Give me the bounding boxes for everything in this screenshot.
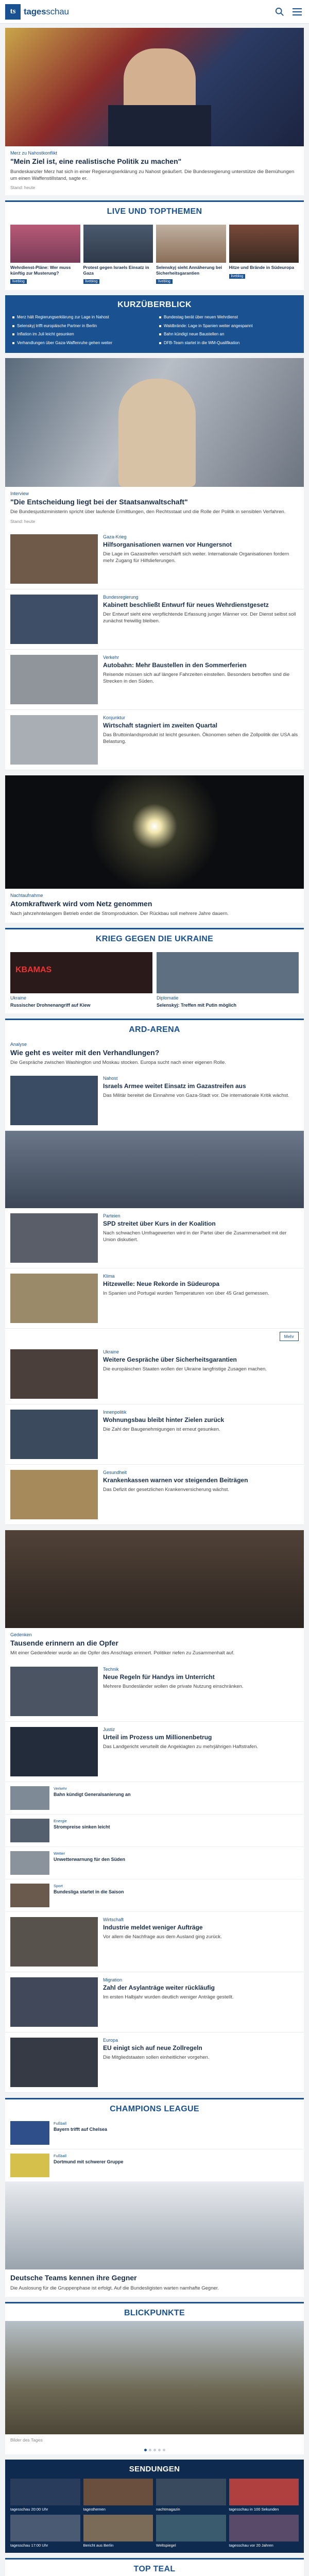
- hero-kicker: Merz zu Nahostkonflikt: [10, 150, 58, 156]
- tagesschau-logo[interactable]: [5, 4, 69, 20]
- sendung-item[interactable]: Bericht aus Berlin: [83, 2515, 153, 2548]
- mini-item[interactable]: Sport Bundesliga startet in die Saison: [5, 1879, 304, 1912]
- brief-item[interactable]: Bahn kündigt neue Baustellen an: [159, 332, 297, 337]
- big-image-teaser[interactable]: Nachtaufnahme Atomkraftwerk wird vom Netz genommen Nach jahrzehntelangem Betrieb endet die Stromproduktion. Der Rückbau soll mehrere Jahre dauern.: [5, 775, 304, 923]
- list-item[interactable]: Justiz Urteil im Prozess um Millionenbetrug Das Landgericht verurteilt die Angeklagten zu mehrjährigen Haftstrafen.: [5, 1722, 304, 1782]
- live-row: [5, 219, 304, 290]
- brief-item[interactable]: Inflation im Juli leicht gesunken: [12, 332, 150, 337]
- logo-text: tagesschau: [24, 6, 69, 16]
- slider-dots[interactable]: [5, 2446, 304, 2454]
- ukraine-grid: [5, 947, 304, 1013]
- hero-image: [5, 28, 304, 146]
- mini-item[interactable]: Fußball Bayern trifft auf Chelsea: [5, 2117, 304, 2149]
- brief-item[interactable]: Verhandlungen über Gaza-Waffenruhe gehen weiter: [12, 341, 150, 346]
- mini-item[interactable]: Verkehr Bahn kündigt Generalsanierung an: [5, 1782, 304, 1815]
- brief-item[interactable]: DFB-Team startet in die WM-Qualifikation: [159, 341, 297, 346]
- list-item[interactable]: Europa EU einigt sich auf neue Zollregeln Die Mitgliedstaaten sollen einheitlicher vorgehen.: [5, 2032, 304, 2093]
- more-button[interactable]: Mehr: [280, 1332, 299, 1341]
- hero-title[interactable]: "Mein Ziel ist, eine realistische Politik zu machen": [10, 157, 182, 165]
- section-live-topthemen: LIVE UND TOPTHEMEN: [5, 200, 304, 219]
- list-item[interactable]: Bundesregierung Kabinett beschließt Entwurf für neues Wehrdienstgesetz Der Entwurf sieht eine verpflichtende Erfassung junger Männer vor. Der Dienst selbst soll zunächst freiwillig bleiben.: [5, 589, 304, 650]
- live-item[interactable]: Wehrdienst-Pläne: Wer muss künftig zur Musterung? liveblog: [10, 225, 80, 285]
- list-item[interactable]: Nahost Israels Armee weitet Einsatz im Gazastreifen aus Das Militär bereitet die Einnahme von Gaza-Stadt vor. Die internationale Kritik wächst.: [5, 1071, 304, 1131]
- live-item[interactable]: Protest gegen Israels Einsatz in Gaza liveblog: [83, 225, 153, 285]
- menu-icon[interactable]: [290, 5, 304, 19]
- list-item[interactable]: Gaza-Krieg Hilfsorganisationen warnen vor Hungersnot Die Lage im Gazastreifen verschärft sich weiter. Internationale Organisationen fordern mehr Zugang für Hilfslieferungen.: [5, 529, 304, 589]
- section-top: TOP TEAL: [5, 2558, 304, 2576]
- list-item[interactable]: Gesundheit Krankenkassen warnen vor steigenden Beiträgen Das Defizit der gesetzlichen Krankenversicherung wächst.: [5, 1465, 304, 1525]
- list-item[interactable]: Migration Zahl der Asylanträge weiter rückläufig Im ersten Halbjahr wurden deutlich weniger Anträge gestellt.: [5, 1972, 304, 2032]
- mini-item[interactable]: Energie Strompreise sinken leicht: [5, 1815, 304, 1847]
- list-item[interactable]: Innenpolitik Wohnungsbau bleibt hinter Zielen zurück Die Zahl der Baugenehmigungen ist erneut gesunken.: [5, 1404, 304, 1465]
- section-blickpunkte: BLICKPUNKTE: [5, 2302, 304, 2321]
- hero-teaser-text: Bundeskanzler Merz hat sich in einer Regierungserklärung zu Nahost geäußert. Die Bundesregierung unterstütze die Bemühungen um einen Waffenstillstand, sagte er.: [10, 168, 295, 181]
- champions-lead[interactable]: Deutsche Teams kennen ihre Gegner Die Auslosung für die Gruppenphase ist erfolgt. Auf die Bundesligisten warten namhafte Gegner.: [5, 2182, 304, 2297]
- sendung-item[interactable]: Weltspiegel: [156, 2515, 226, 2548]
- list-item[interactable]: Verkehr Autobahn: Mehr Baustellen in den Sommerferien Reisende müssen sich auf längere Fahrzeiten einstellen. Besonders betroffen sind die Strecken in den Süden.: [5, 650, 304, 710]
- ard-wide-image[interactable]: [5, 1131, 304, 1208]
- mini-item[interactable]: Wetter Unwetterwarnung für den Süden: [5, 1847, 304, 1879]
- big-story[interactable]: Gedenken Tausende erinnern an die Opfer Mit einer Gedenkfeier wurde an die Opfer des Anschlags erinnert. Politiker riefen zu Zusammenhalt auf.: [5, 1530, 304, 1662]
- hero-teaser[interactable]: [5, 28, 304, 195]
- top-bar: [0, 0, 309, 24]
- brief-item[interactable]: Selenskyj trifft europäische Partner in Berlin: [12, 324, 150, 329]
- list-item[interactable]: Technik Neue Regeln für Handys im Unterricht Mehrere Bundesländer wollen die private Nutzung einschränken.: [5, 1662, 304, 1722]
- section-sendungen: SENDUNGEN tagesschau 20:00 Uhr tagesthemen nachtmagazin tagesschau in 100 Sekunden tagesschau 17:00 Uhr Bericht aus Berlin Weltspiegel tagesschau vor 20 Jahren: [5, 2460, 304, 2553]
- live-item[interactable]: Hitze und Brände in Südeuropa liveblog: [229, 225, 299, 285]
- ard-lead[interactable]: Analyse Wie geht es weiter mit den Verhandlungen? Die Gespräche zwischen Washington und Moskau stocken. Europa sucht nach einer eigenen Rolle.: [5, 1038, 304, 1071]
- kurzueberblick-box: [5, 295, 304, 353]
- section-ard-arena: ARD-ARENA: [5, 1019, 304, 1038]
- search-icon[interactable]: [275, 7, 284, 16]
- night-image: [5, 775, 304, 889]
- sendung-item[interactable]: tagesschau 17:00 Uhr: [10, 2515, 80, 2548]
- mini-item[interactable]: Fußball Dortmund mit schwerer Gruppe: [5, 2149, 304, 2182]
- brief-item[interactable]: Waldbrände: Lage in Spanien weiter angespannt: [159, 324, 297, 329]
- feature-title[interactable]: "Die Entscheidung liegt bei der Staatsanwaltschaft": [10, 497, 188, 506]
- feature-image: [5, 358, 304, 487]
- ukraine-item[interactable]: KBAMAS Ukraine Russischer Drohnenangriff auf Kiew: [10, 952, 152, 1008]
- sendung-item[interactable]: tagesthemen: [83, 2479, 153, 2512]
- blickpunkte-slider[interactable]: Bilder des Tages: [5, 2321, 304, 2446]
- live-item[interactable]: Selenskyj sieht Annäherung bei Sicherheitsgarantien liveblog: [156, 225, 226, 285]
- sendung-item[interactable]: tagesschau 20:00 Uhr: [10, 2479, 80, 2512]
- section-ukraine: KRIEG GEGEN DIE UKRAINE: [5, 928, 304, 947]
- sendung-item[interactable]: tagesschau vor 20 Jahren: [229, 2515, 299, 2548]
- feature-teaser[interactable]: Interview "Die Entscheidung liegt bei der Staatsanwaltschaft" Die Bundesjustizministerin spricht über laufende Ermittlungen, den Rechtsstaat und die Rolle der Politik in sensiblen Verfahren. Stand: heute: [5, 358, 304, 529]
- brief-item[interactable]: Bundestag berät über neuen Wehrdienst: [159, 315, 297, 320]
- list-item[interactable]: Parteien SPD streitet über Kurs in der Koalition Nach schwachen Umfragewerten wird in der Partei über die Zusammenarbeit mit der Union diskutiert.: [5, 1208, 304, 1268]
- list-item[interactable]: Wirtschaft Industrie meldet weniger Aufträge Vor allem die Nachfrage aus dem Ausland ging zurück.: [5, 1912, 304, 1972]
- sendung-item[interactable]: tagesschau in 100 Sekunden: [229, 2479, 299, 2512]
- list-item[interactable]: Ukraine Weitere Gespräche über Sicherheitsgarantien Die europäischen Staaten wollen der Ukraine langfristige Zusagen machen.: [5, 1344, 304, 1404]
- list-item[interactable]: Konjunktur Wirtschaft stagniert im zweiten Quartal Das Bruttoinlandsprodukt ist leicht gesunken. Ökonomen sehen die Zollpolitik der USA als Belastung.: [5, 710, 304, 770]
- logo-mark: ts: [5, 4, 21, 20]
- kurzueberblick-title: KURZÜBERBLICK: [117, 300, 192, 310]
- section-champions-league: CHAMPIONS LEAGUE: [5, 2098, 304, 2117]
- hero-meta: Stand: heute: [10, 185, 36, 191]
- ukraine-item[interactable]: Diplomatie Selenskyj: Treffen mit Putin möglich: [157, 952, 299, 1008]
- list-item[interactable]: Klima Hitzewelle: Neue Rekorde in Südeuropa In Spanien und Portugal wurden Temperaturen von über 45 Grad gemessen.: [5, 1268, 304, 1329]
- brief-item[interactable]: Merz hält Regierungserklärung zur Lage in Nahost: [12, 315, 150, 320]
- sendung-item[interactable]: nachtmagazin: [156, 2479, 226, 2512]
